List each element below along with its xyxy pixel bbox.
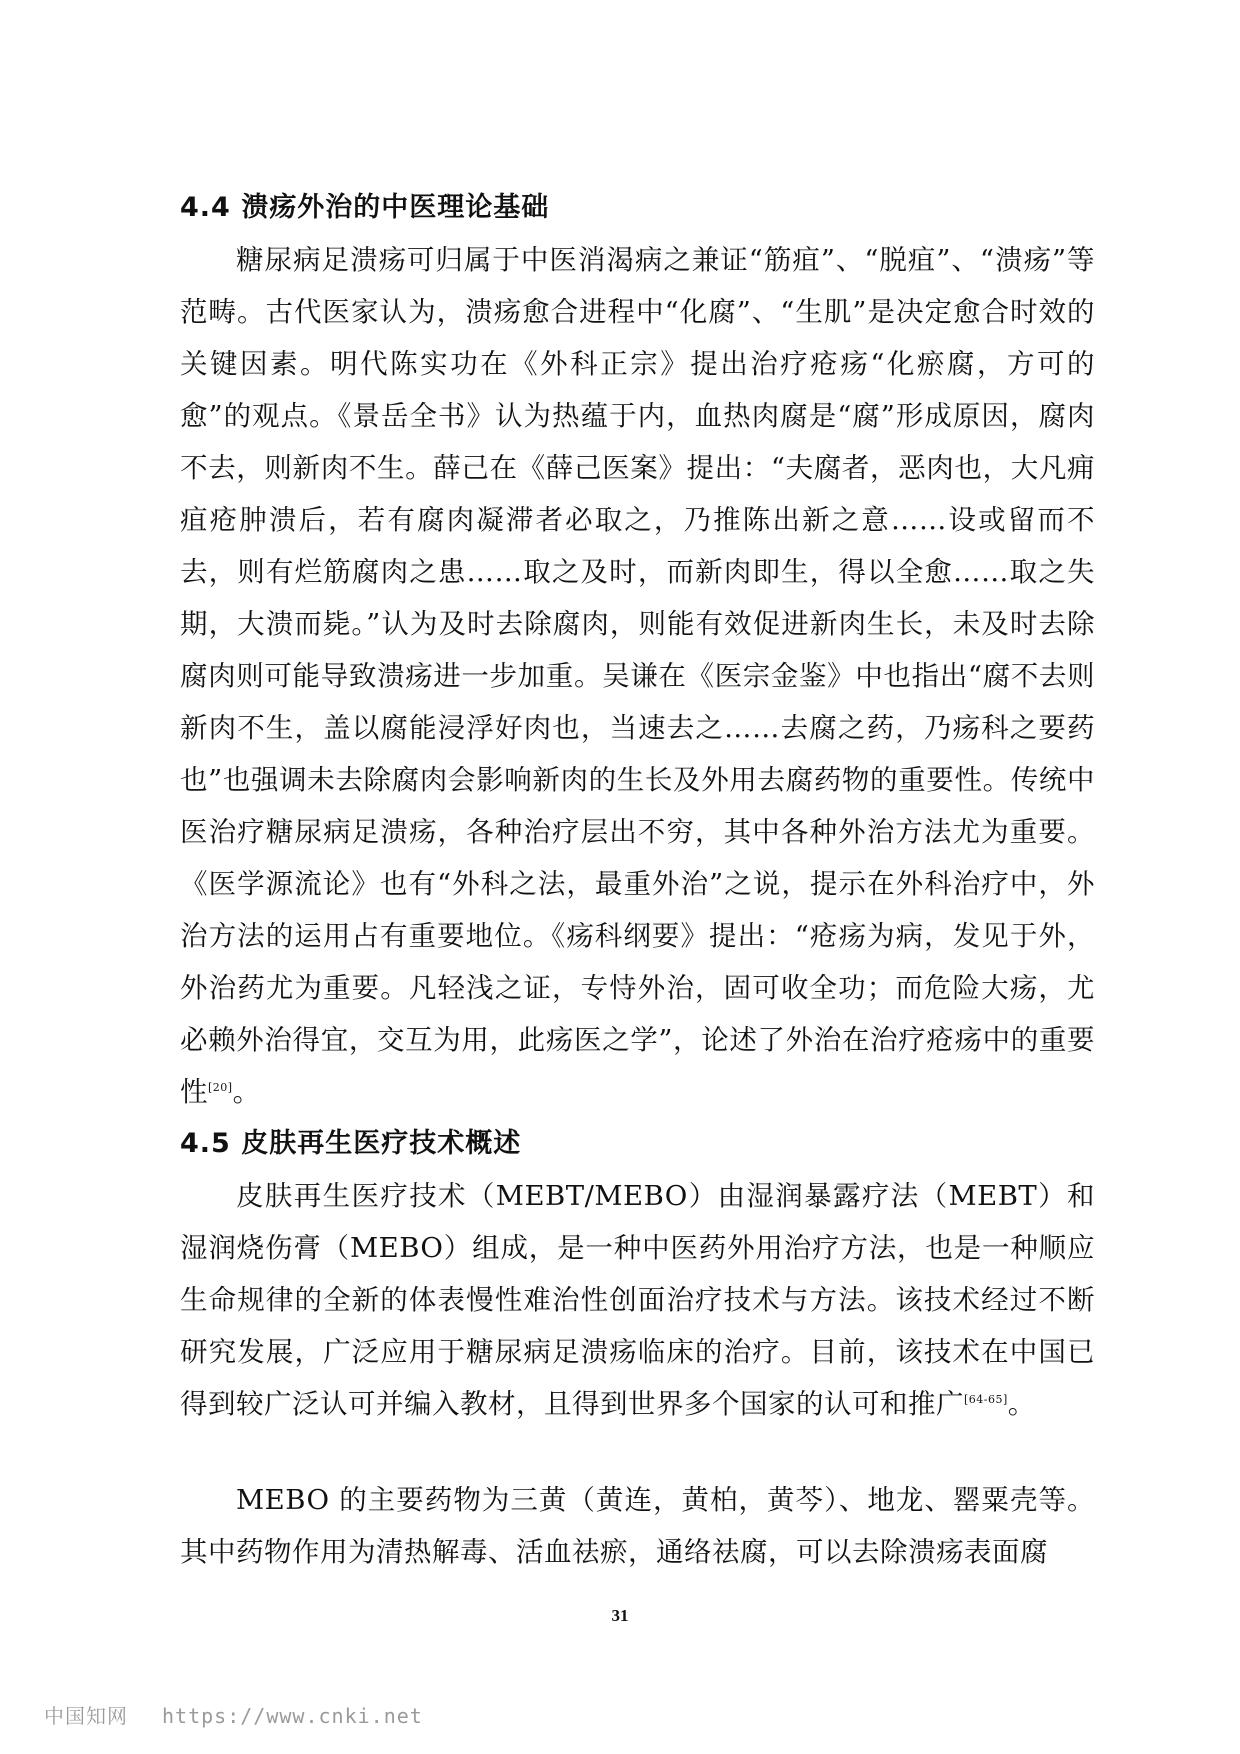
paragraph-text: 皮肤再生医疗技术（MEBT/MEBO）由湿润暴露疗法（MEBT）和湿润烧伤膏（MEBO）组成，是一种中医药外用治疗方法，也是一种顺应生命规律的全新的体表慢性难治性创面治疗技术与方法。该技术经过不断研究发展，广泛应用于糖尿病足溃疡临床的治疗。目前，该技术在中国已得到较广泛认可并编入教材，且得到世界多个国家的认可和推广 <box>180 1180 1095 1420</box>
page-content <box>180 182 1095 1578</box>
citation-ref[interactable]: [20] <box>208 1080 233 1094</box>
section-heading-4-5: 4.5 皮肤再生医疗技术概述 <box>180 1128 522 1159</box>
paragraph-4-4 <box>180 234 1095 1118</box>
paragraph-text: 糖尿病足溃疡可归属于中医消渴病之兼证“筋疽”、“脱疽”、“溃疡”等范畴。古代医家认为，溃疡愈合进程中“化腐”、“生肌”是决定愈合时效的关键因素。明代陈实功在《外科正宗》提出治疗疮疡“化瘀腐，方可的愈”的观点。《景岳全书》认为热蕴于内，血热肉腐是“腐”形成原因，腐肉不去，则新肉不生。薛己在《薛己医案》提出：“夫腐者，恶肉也，大凡痈疽疮肿溃后，若有腐肉凝滞者必取之，乃推陈出新之意……设或留而不去，则有烂筋腐肉之患……取之及时，而新肉即生，得以全愈……取之失期，大溃而毙。”认为及时去除腐肉，则能有效促进新肉生长，未及时去除腐肉则可能导致溃疡进一步加重。吴谦在《医宗金鉴》中也指出“腐不去则新肉不生，盖以腐能浸浮好肉也，当速去之……去腐之药，乃疡科之要药也”也强调未去除腐肉会影响新肉的生长及外用去腐药物的重要性。传统中医治疗糖尿病足溃疡，各种治疗层出不穷，其中各种外治方法尤为重要。《医学源流论》也有“外科之法，最重外治”之说，提示在外科治疗中，外治方法的运用占有重要地位。《疡科纲要》提出：“疮疡为病，发见于外，外治药尤为重要。凡轻浅之证，专恃外治，固可收全功；而危险大疡，尤必赖外治得宜，交互为用，此疡医之学”，论述了外治在治疗疮疡中的重要性 <box>180 244 1095 1108</box>
page-number: 31 <box>611 1606 629 1625</box>
footer-url[interactable]: https://www.cnki.net <box>162 1704 423 1728</box>
paragraph-tail: 。 <box>1007 1388 1036 1420</box>
footer-watermark <box>44 1700 423 1729</box>
paragraph-tail: 。 <box>232 1076 261 1108</box>
citation-ref[interactable]: [64-65] <box>964 1392 1008 1406</box>
section-heading-4-4: 4.4 溃疡外治的中医理论基础 <box>180 192 550 223</box>
footer-brand: 中国知网 <box>44 1704 128 1728</box>
paragraph-4-5-2 <box>180 1474 1095 1578</box>
paragraph-4-5-1 <box>180 1170 1095 1430</box>
paragraph-text: MEBO 的主要药物为三黄（黄连，黄柏，黄芩）、地龙、罂粟壳等。其中药物作用为清热解毒、活血祛瘀，通络祛腐，可以去除溃疡表面腐 <box>180 1484 1095 1568</box>
